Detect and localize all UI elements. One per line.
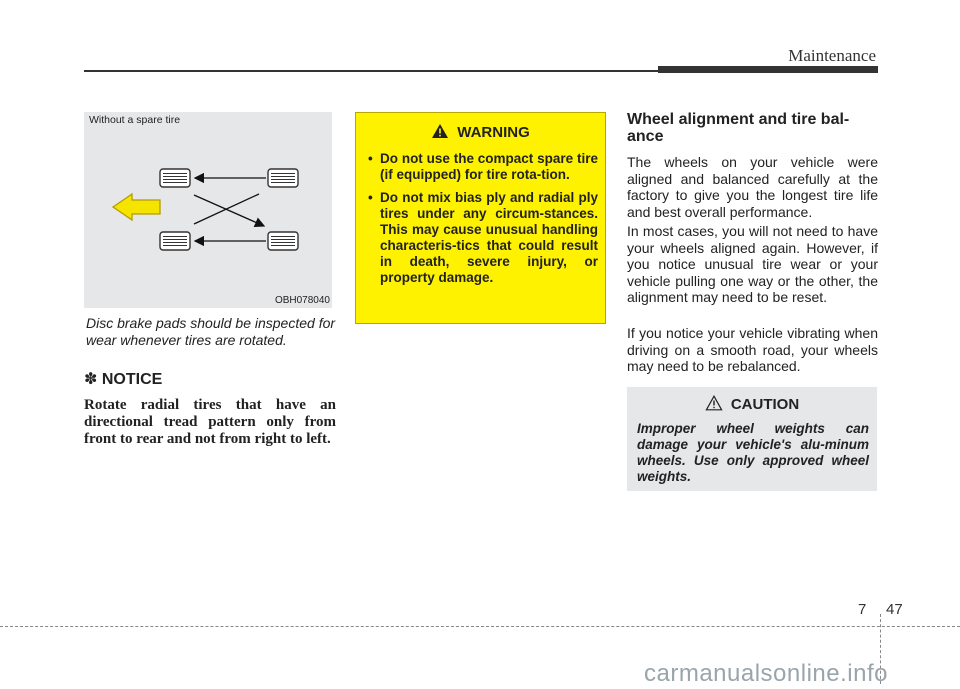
chapter-number: 7: [858, 601, 867, 618]
brake-pad-inspection-text: Disc brake pads should be inspected for wear whenever tires are rotated.: [86, 315, 336, 348]
page-number: 47: [886, 601, 903, 618]
warning-heading: WARNING: [457, 124, 530, 141]
warning-item: • Do not use the compact spare tire (if equipped) for tire rota-tion.: [368, 151, 598, 182]
tire-rotation-diagram: [84, 112, 332, 308]
paragraph: The wheels on your vehicle were aligned and balanced carefully at the factory to give you the longest tire life and best overall performance.: [627, 154, 878, 220]
caution-box: [627, 387, 877, 491]
warning-item-text: Do not mix bias ply and radial ply tires under any circum-stances. This may cause unusual handling characteris-tics that could result in death, severe injury, or property damage.: [380, 190, 598, 285]
warning-heading-row: [356, 123, 605, 143]
front-direction-arrow-icon: [113, 194, 160, 220]
watermark: carmanualsonline.info: [644, 660, 888, 687]
section-title: Maintenance: [788, 46, 876, 65]
wheel-alignment-heading: Wheel alignment and tire bal-ance: [627, 111, 850, 145]
warning-list: [368, 151, 598, 293]
warning-icon: [431, 123, 449, 143]
header-rule: [84, 70, 658, 72]
front-left-tire-icon: [160, 169, 190, 187]
arrow-icon: [194, 195, 264, 226]
notice-heading: ✽ NOTICE: [84, 371, 163, 388]
warning-item-text: Do not use the compact spare tire (if equipped) for tire rota-tion.: [380, 151, 598, 182]
caution-heading-row: [627, 395, 877, 415]
warning-item: • Do not mix bias ply and radial ply tires under any circum-stances. This may cause unusual handling characteris-tics that could result in death, severe injury, or property damage.: [368, 190, 598, 285]
rear-left-tire-icon: [268, 169, 298, 187]
header-bar: [658, 66, 878, 73]
diagram-caption: Without a spare tire: [89, 114, 181, 126]
rear-right-tire-icon: [268, 232, 298, 250]
paragraph: If you notice your vehicle vibrating when driving on a smooth road, your wheels may need to be rebalanced.: [627, 325, 878, 374]
tire-rotation-graphic: [84, 112, 332, 308]
caution-heading: CAUTION: [730, 396, 800, 413]
caution-text: Improper wheel weights can damage your vehicle's alu-minum wheels. Use only approved wheel weights.: [637, 421, 869, 484]
warning-box: [355, 112, 606, 324]
caution-icon: [705, 395, 723, 415]
notice-body: Rotate radial tires that have an directional tread pattern only from front to rear and not from right to left.: [84, 397, 336, 447]
diagram-code: OBH078040: [274, 295, 330, 306]
footer-rule: [0, 626, 960, 627]
front-right-tire-icon: [160, 232, 190, 250]
paragraph: In most cases, you will not need to have your wheels aligned again. However, if you notice unusual tire wear or your vehicle pulling one way or the other, the alignment may need to be reset.: [627, 223, 878, 305]
